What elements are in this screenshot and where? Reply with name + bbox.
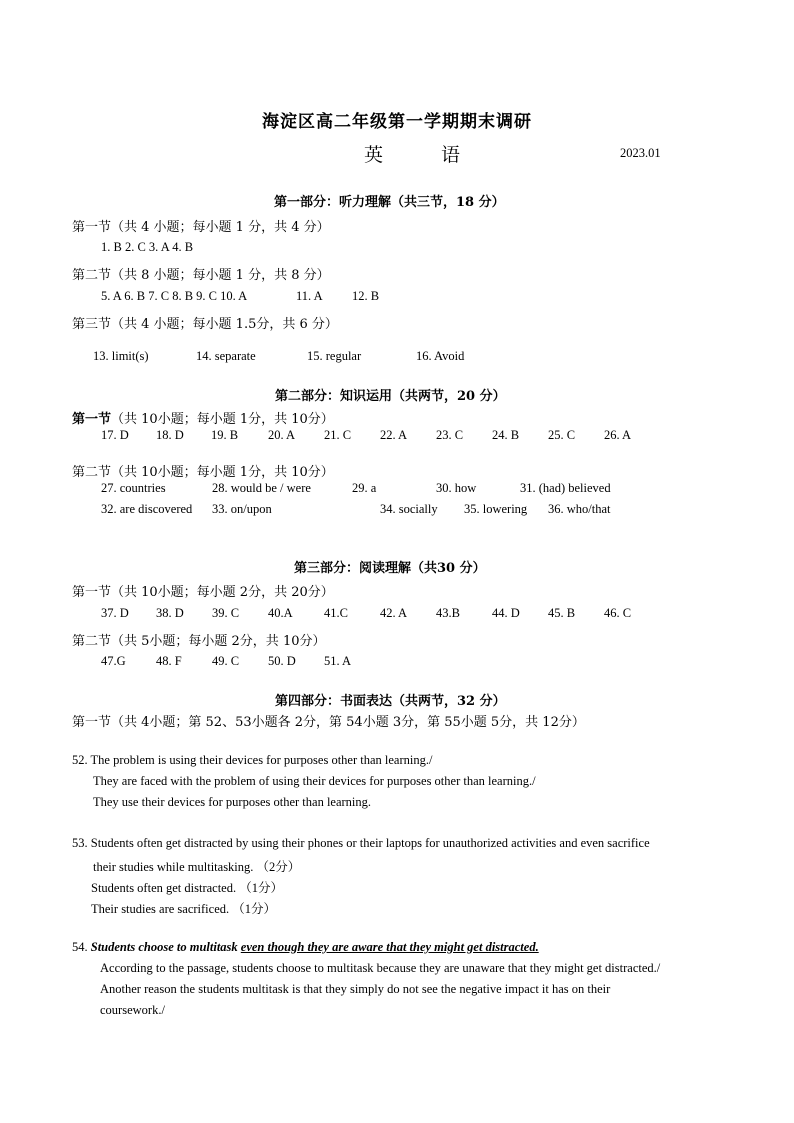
answer-50: 50. D: [268, 654, 296, 668]
answer-23: 23. C: [436, 428, 464, 442]
answer-35: 35. lowering: [464, 502, 528, 516]
part3-section2-label: 第二节（共 5小题；每小题 2分，共 10分）: [72, 634, 326, 649]
answer-24: 24. B: [492, 428, 520, 442]
part3-section1-label: 第一节（共 10小题；每小题 2分，共 20分）: [72, 585, 334, 600]
answer-16: 16. Avoid: [416, 349, 465, 363]
answer-20: 20. A: [268, 428, 296, 442]
q53-line-3: Students often get distracted. （1分）: [91, 881, 283, 895]
answer-46: 46. C: [604, 606, 632, 620]
answer-28: 28. would be / were: [212, 481, 311, 495]
document-title: 海淀区高二年级第一学期期末调研: [262, 112, 532, 132]
part1-section3-label: 第三节（共 4 小题；每小题 1.5分，共 6 分）: [72, 317, 338, 332]
answer-36: 36. who/that: [548, 502, 611, 516]
answer-45: 45. B: [548, 606, 576, 620]
answer-34: 34. socially: [380, 502, 438, 516]
answer-40: 40.A: [268, 606, 293, 620]
answer-13: 13. limit(s): [93, 349, 149, 363]
answer-27: 27. countries: [101, 481, 166, 495]
answer-38: 38. D: [156, 606, 184, 620]
exam-date: 2023.01: [620, 146, 661, 160]
answer-18: 18. D: [156, 428, 184, 442]
answer-33: 33. on/upon: [212, 502, 272, 516]
answer-51: 51. A: [324, 654, 352, 668]
part2-section2-label: 第二节（共 10小题；每小题 1分，共 10分）: [72, 465, 334, 480]
part2-title: 第二部分：知识运用（共两节，20 分）: [275, 389, 506, 404]
answer-30: 30. how: [436, 481, 477, 495]
answer-42: 42. A: [380, 606, 408, 620]
answer-32: 32. are discovered: [101, 502, 193, 516]
answer-43: 43.B: [436, 606, 460, 620]
part1-section1-answers: 1. B 2. C 3. A 4. B: [101, 240, 194, 254]
q52-line-2: They are faced with the problem of using their devices for purposes other than learning./: [93, 774, 536, 788]
part1-section2-label: 第二节（共 8 小题；每小题 1 分，共 8 分）: [72, 268, 330, 283]
answer-44: 44. D: [492, 606, 520, 620]
answer-26: 26. A: [604, 428, 632, 442]
part1-section2-answer-12: 12. B: [352, 289, 380, 303]
q53-line-2: their studies while multitasking. （2分）: [93, 860, 301, 874]
part2-section1-label: 第一节（共 10小题；每小题 1分，共 10分）: [72, 412, 334, 427]
answer-39: 39. C: [212, 606, 240, 620]
part1-section1-label: 第一节（共 4 小题；每小题 1 分，共 4 分）: [72, 220, 330, 235]
answer-22: 22. A: [380, 428, 408, 442]
answer-37: 37. D: [101, 606, 129, 620]
part1-title: 第一部分：听力理解（共三节，18 分）: [274, 195, 505, 210]
q53-line-4: Their studies are sacrificed. （1分）: [91, 902, 277, 916]
q53-line-1: 53. Students often get distracted by using their phones or their laptops for unauthorized activities and even sacrifice: [72, 836, 650, 850]
part3-title: 第三部分：阅读理解（共30 分）: [294, 561, 486, 576]
answer-47: 47.G: [101, 654, 126, 668]
part4-title: 第四部分：书面表达（共两节，32 分）: [275, 694, 506, 709]
answer-48: 48. F: [156, 654, 182, 668]
answer-17: 17. D: [101, 428, 129, 442]
answer-14: 14. separate: [196, 349, 256, 363]
q54-heading: 54. Students choose to multitask even though they are aware that they might get distracted.: [72, 940, 539, 954]
subject-label: 英 语: [364, 144, 487, 166]
answer-19: 19. B: [211, 428, 239, 442]
answer-15: 15. regular: [307, 349, 362, 363]
q54-line-2: Another reason the students multitask is that they simply do not see the negative impact it has on their: [100, 982, 611, 996]
q54-line-3: coursework./: [100, 1003, 165, 1017]
answer-25: 25. C: [548, 428, 576, 442]
q52-line-1: 52. The problem is using their devices for purposes other than learning./: [72, 753, 433, 767]
answer-49: 49. C: [212, 654, 240, 668]
part4-section1-label: 第一节（共 4小题；第 52、53小题各 2分，第 54小题 3分，第 55小题 5分，共 12分）: [72, 715, 585, 730]
q54-line-1: According to the passage, students choose to multitask because they are unaware that they might get distracted./: [100, 961, 661, 975]
answer-29: 29. a: [352, 481, 377, 495]
part1-section2-answers: 5. A 6. B 7. C 8. B 9. C 10. A: [101, 289, 248, 303]
answer-21: 21. C: [324, 428, 352, 442]
part1-section2-answer-11: 11. A: [296, 289, 323, 303]
answer-41: 41.C: [324, 606, 348, 620]
q52-line-3: They use their devices for purposes other than learning.: [93, 795, 372, 809]
answer-31: 31. (had) believed: [520, 481, 611, 495]
